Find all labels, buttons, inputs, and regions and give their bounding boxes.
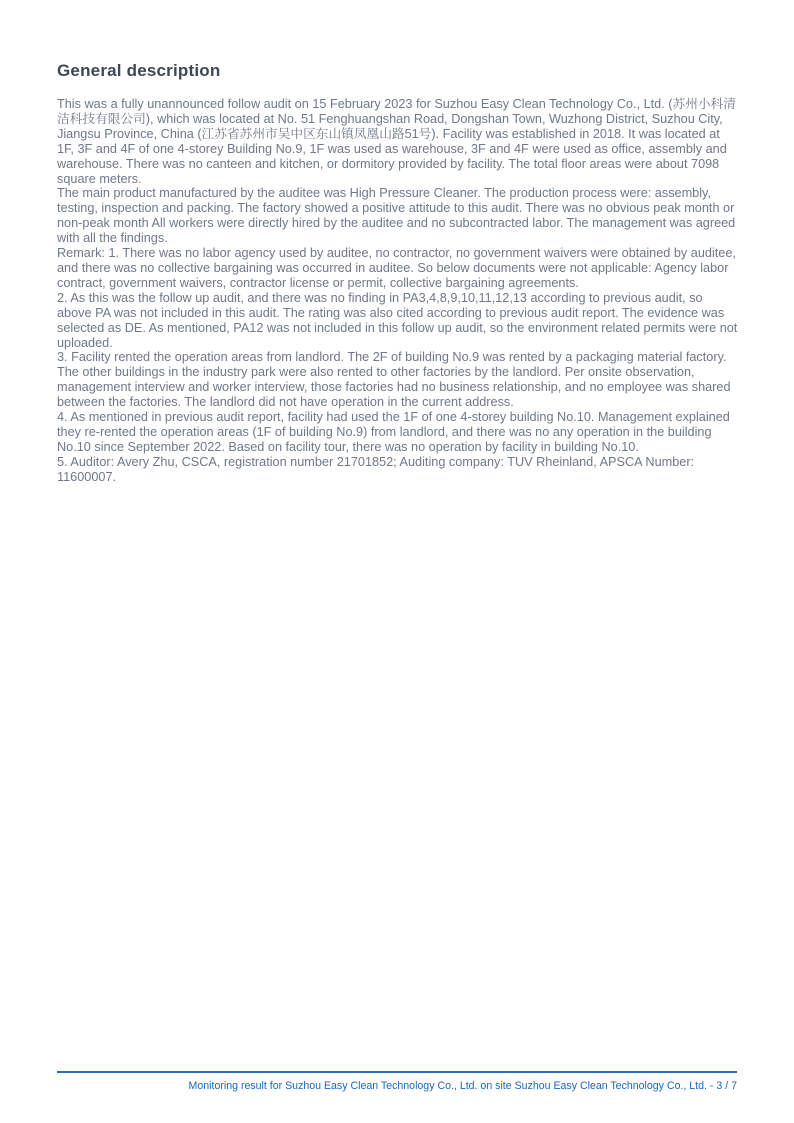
footer-text: Monitoring result for Suzhou Easy Clean Technology Co., Ltd. on site Suzhou Easy Clean Technology Co., Ltd. - 3 / 7 [188,1080,737,1092]
paragraph-remark-4: 4. As mentioned in previous audit report, facility had used the 1F of one 4-storey building No.10. Management explained they re-rented the operation areas (1F of building No.9) from landlord, and there was no any operation in the building No.10 since September 2022. Based on facility tour, there was no operation by facility in building No.10. [57,410,730,454]
page-title: General description [57,61,221,80]
paragraph-remark-1: Remark: 1. There was no labor agency used by auditee, no contractor, no government waivers were obtained by auditee, and there was no collective bargaining was occurred in auditee. So below documents were not applicable: Agency labor contract, government waivers, contractor license or permit, collective bargaining agreements. [57,246,736,290]
footer-divider [57,1071,737,1073]
page-footer [57,1071,737,1092]
general-description-text [57,97,739,485]
paragraph-remark-2: 2. As this was the follow up audit, and there was no finding in PA3,4,8,9,10,11,12,13 according to previous audit, so above PA was not included in this audit. The rating was also cited according to previous audit report. The evidence was selected as DE. As mentioned, PA12 was not included in this follow up audit, so the environment related permits were not uploaded. [57,290,738,350]
paragraph-facility-overview: This was a fully unannounced follow audit on 15 February 2023 for Suzhou Easy Clean Technology Co., Ltd. (苏州小科清洁科技有限公司), which was located at No. 51 Fenghuangshan Road, Dongshan Town, Wuzhong District, Suzhou City, Jiangsu Province, China (江苏省苏州市吴中区东山镇凤凰山路51号). Facility was established in 2018. It was located at 1F, 3F and 4F of one 4-storey Building No.9, 1F was used as warehouse, 3F and 4F were used as office, assembly and warehouse. There was no canteen and kitchen, or dormitory provided by facility. The total floor areas were about 7098 square meters. [57,97,736,186]
paragraph-remark-5-auditor: 5. Auditor: Avery Zhu, CSCA, registration number 21701852; Auditing company: TUV Rheinland, APSCA Number: 11600007. [57,454,695,484]
paragraph-remark-3: 3. Facility rented the operation areas from landlord. The 2F of building No.9 was rented by a packaging material factory. The other buildings in the industry park were also rented to other factories by the landlord. Per onsite observation, management interview and worker interview, those factories had no business relationship, and no employee was shared between the factories. The landlord did not have operation in the current address. [57,350,731,410]
paragraph-main-product: The main product manufactured by the auditee was High Pressure Cleaner. The production process were: assembly, testing, inspection and packing. The factory showed a positive attitude to this audit. There was no obvious peak month or non-peak month All workers were directly hired by the auditee and no subcontracted labor. The management was agreed with all the findings. [57,186,736,246]
